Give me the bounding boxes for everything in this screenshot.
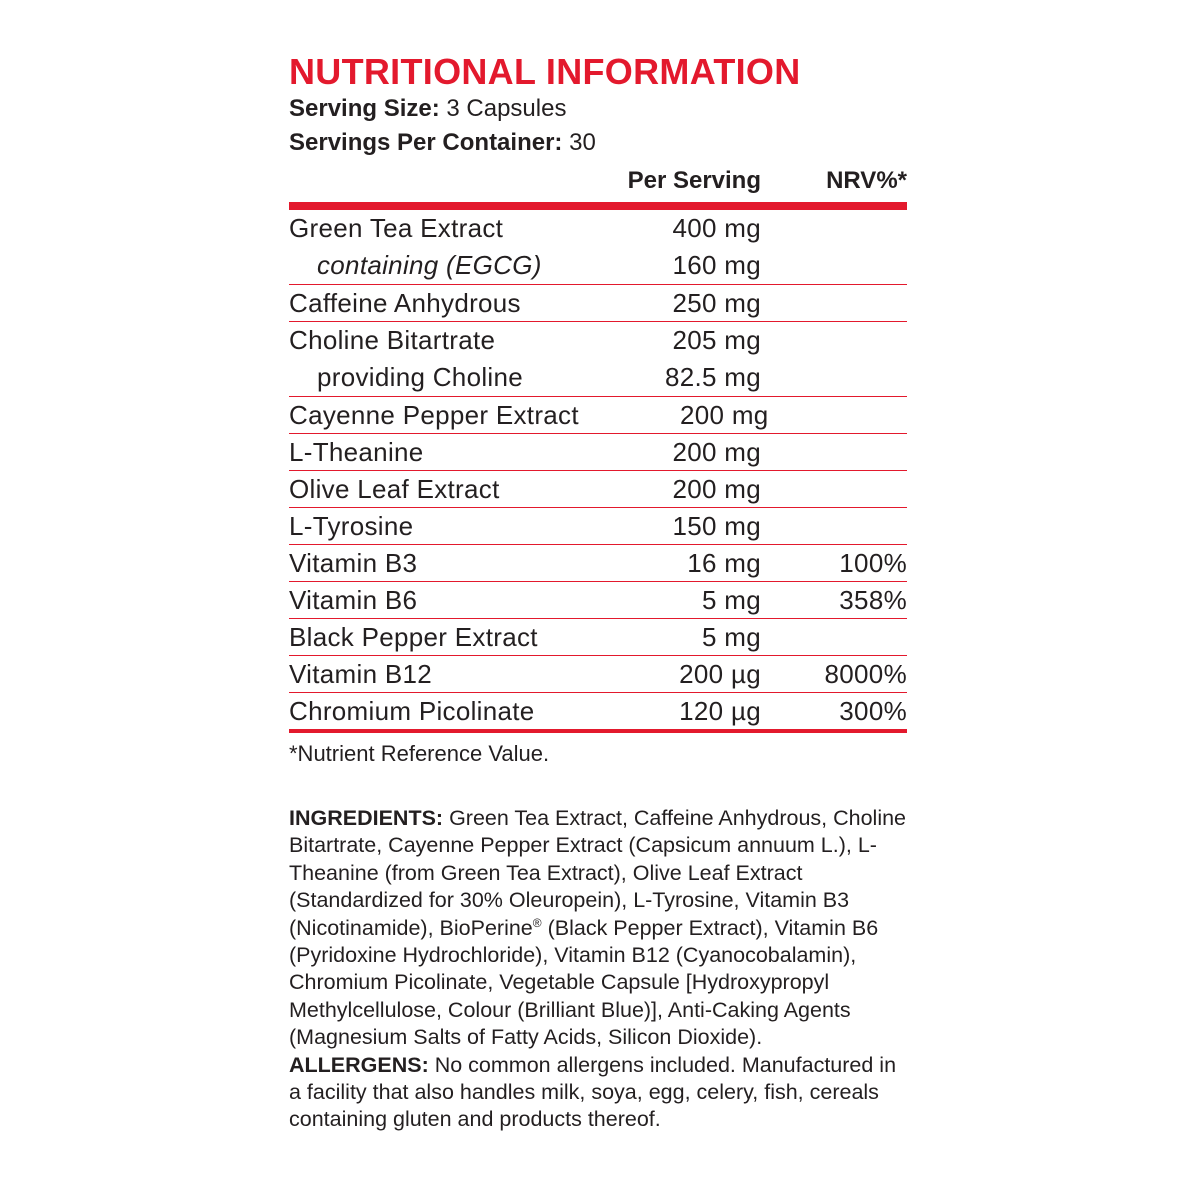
table-row [289,397,907,434]
ingredient-name: Chromium Picolinate [289,695,535,726]
table-row [289,508,907,545]
ingredient-amount: 400 mg [672,213,761,243]
sub-ingredient-amount: 82.5 mg [664,362,761,392]
ingredient-amount: 5 mg [701,584,761,615]
ingredient-name: Vitamin B12 [289,658,433,689]
ingredient-amount: 200 mg [672,436,761,467]
ingredient-name: Black Pepper Extract [289,621,538,652]
header-per-serving: Per Serving [627,167,761,194]
ingredient-nrv: 100% [839,547,907,578]
table-row [289,693,907,733]
table-row [289,210,907,285]
ingredient-name: L-Theanine [289,436,424,467]
serving-size-label: Serving Size: [289,95,440,122]
table-header [289,160,907,210]
servings-per-container [289,126,907,160]
table-row [289,582,907,619]
table-row [289,322,907,397]
ingredient-amount: 200 mg [680,399,769,430]
ingredient-name: Cayenne Pepper Extract [289,399,579,430]
ingredient-amount: 150 mg [672,510,761,541]
ingredient-name: Olive Leaf Extract [289,473,500,504]
serving-size-value: 3 Capsules [446,95,567,122]
table-row [289,656,907,693]
ingredient-name: L-Tyrosine [289,510,414,541]
footnote: *Nutrient Reference Value. [289,741,550,766]
ingredients-text-1: Green Tea Extract, Caffeine Anhydrous, Choline Bitartrate, Cayenne Pepper Extract (Capsicum annuum L.), L-Theanine (from Green Tea Extract), Olive Leaf Extract (Standardized for 30% Oleuropein), L-Tyrosine, Vitamin B3 (Nicotinamide), BioPerine [289,806,907,940]
table-row [289,619,907,656]
panel-title: NUTRITIONAL INFORMATION [289,51,801,92]
table-row [289,471,907,508]
table-row [289,285,907,322]
ingredient-name: Caffeine Anhydrous [289,287,521,318]
sub-ingredient-amount: 160 mg [672,250,761,280]
servings-per-container-value: 30 [569,129,596,156]
allergens-text: No common allergens included. Manufactured in a facility that also handles milk, soya, egg, celery, fish, cereals containing gluten and products thereof. [289,1052,897,1132]
ingredients-text-2: (Black Pepper Extract), Vitamin B6 (Pyridoxine Hydrochloride), Vitamin B12 (Cyanocobalamin), Chromium Picolinate, Vegetable Capsule [Hydroxypropyl Methylcellulose, Colour (Brilliant Blue)], Anti-Caking Agents (Magnesium Salts of Fatty Acids, Silicon Dioxide). [289,915,879,1050]
ingredient-amount: 250 mg [672,287,761,318]
ingredient-amount: 5 mg [701,621,761,652]
ingredient-nrv: 8000% [824,658,907,689]
registered-mark: ® [532,915,542,930]
ingredient-name: Green Tea Extract [289,213,504,243]
servings-per-container-label: Servings Per Container: [289,129,563,156]
ingredient-name: Vitamin B3 [289,547,418,578]
table-row [289,434,907,471]
ingredient-amount: 200 µg [679,658,761,689]
nutrition-table-body [289,210,907,733]
ingredient-amount: 16 mg [687,547,761,578]
nutrition-panel [289,52,907,1134]
ingredients-block [289,805,907,1134]
allergens-label: ALLERGENS: [289,1052,429,1077]
ingredient-name: Choline Bitartrate [289,325,496,355]
ingredient-amount: 120 µg [679,695,761,726]
table-row [289,545,907,582]
ingredient-nrv: 300% [839,695,907,726]
header-nrv: NRV%* [826,167,907,194]
ingredients-label: INGREDIENTS: [289,806,444,830]
serving-size [289,92,907,126]
ingredient-nrv: 358% [839,584,907,615]
ingredient-amount: 205 mg [672,325,761,355]
ingredient-amount: 200 mg [672,473,761,504]
sub-ingredient-name: providing Choline [317,362,524,392]
sub-ingredient-name: containing (EGCG) [317,250,542,280]
ingredient-name: Vitamin B6 [289,584,418,615]
